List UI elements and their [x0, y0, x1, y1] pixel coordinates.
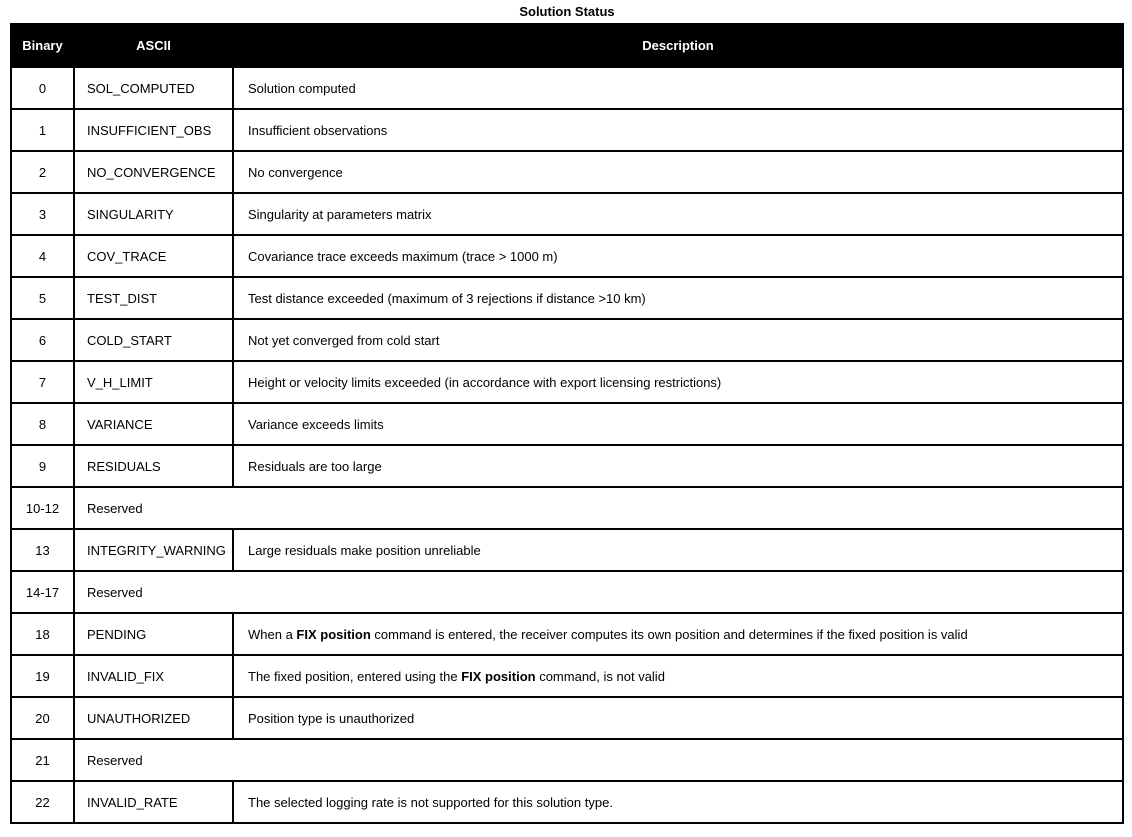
table-row	[11, 697, 1123, 739]
description-cell: Singularity at parameters matrix	[233, 193, 1123, 235]
description-cell: No convergence	[233, 151, 1123, 193]
description-cell: The fixed position, entered using the FIX position command, is not valid	[233, 655, 1123, 697]
page-title: Solution Status	[519, 4, 615, 19]
description-cell: When a FIX position command is entered, the receiver computes its own position and determines if the fixed position is valid	[233, 613, 1123, 655]
description-cell: Variance exceeds limits	[233, 403, 1123, 445]
ascii-cell: INSUFFICIENT_OBS	[74, 109, 233, 151]
description-cell: Position type is unauthorized	[233, 697, 1123, 739]
table-row	[11, 319, 1123, 361]
table-row	[11, 235, 1123, 277]
col-header-description: Description	[233, 24, 1123, 67]
col-header-binary: Binary	[11, 24, 74, 67]
ascii-cell: SINGULARITY	[74, 193, 233, 235]
description-cell: Insufficient observations	[233, 109, 1123, 151]
binary-cell: 6	[11, 319, 74, 361]
binary-cell: 1	[11, 109, 74, 151]
binary-cell: 13	[11, 529, 74, 571]
table-row	[11, 739, 1123, 781]
description-cell: The selected logging rate is not supported for this solution type.	[233, 781, 1123, 823]
table-row	[11, 403, 1123, 445]
description-cell: Residuals are too large	[233, 445, 1123, 487]
ascii-cell: INVALID_FIX	[74, 655, 233, 697]
ascii-cell: UNAUTHORIZED	[74, 697, 233, 739]
table-row	[11, 571, 1123, 613]
description-cell: Solution computed	[233, 67, 1123, 109]
description-cell: Covariance trace exceeds maximum (trace > 1000 m)	[233, 235, 1123, 277]
binary-cell: 2	[11, 151, 74, 193]
binary-cell: 22	[11, 781, 74, 823]
table-row	[11, 445, 1123, 487]
binary-cell: 14-17	[11, 571, 74, 613]
ascii-cell: VARIANCE	[74, 403, 233, 445]
col-header-ascii: ASCII	[74, 24, 233, 67]
binary-cell: 20	[11, 697, 74, 739]
table-row	[11, 361, 1123, 403]
binary-cell: 10-12	[11, 487, 74, 529]
ascii-cell: SOL_COMPUTED	[74, 67, 233, 109]
ascii-cell: TEST_DIST	[74, 277, 233, 319]
table-row	[11, 613, 1123, 655]
table-body	[11, 67, 1123, 823]
binary-cell: 7	[11, 361, 74, 403]
ascii-cell: COLD_START	[74, 319, 233, 361]
ascii-cell: INTEGRITY_WARNING	[74, 529, 233, 571]
table-row	[11, 487, 1123, 529]
table-row	[11, 529, 1123, 571]
ascii-cell: PENDING	[74, 613, 233, 655]
description-cell: Height or velocity limits exceeded (in accordance with export licensing restrictions)	[233, 361, 1123, 403]
description-cell: Large residuals make position unreliable	[233, 529, 1123, 571]
binary-cell: 9	[11, 445, 74, 487]
solution-status-table	[10, 23, 1124, 824]
binary-cell: 4	[11, 235, 74, 277]
table-row	[11, 151, 1123, 193]
description-cell: Test distance exceeded (maximum of 3 rejections if distance >10 km)	[233, 277, 1123, 319]
reserved-cell: Reserved	[74, 739, 1123, 781]
description-cell: Not yet converged from cold start	[233, 319, 1123, 361]
table-row	[11, 193, 1123, 235]
table-row	[11, 655, 1123, 697]
binary-cell: 0	[11, 67, 74, 109]
ascii-cell: NO_CONVERGENCE	[74, 151, 233, 193]
binary-cell: 18	[11, 613, 74, 655]
ascii-cell: INVALID_RATE	[74, 781, 233, 823]
table-row	[11, 781, 1123, 823]
header-row	[11, 24, 1123, 67]
binary-cell: 21	[11, 739, 74, 781]
binary-cell: 19	[11, 655, 74, 697]
table-row	[11, 109, 1123, 151]
table-row	[11, 67, 1123, 109]
table-row	[11, 277, 1123, 319]
binary-cell: 5	[11, 277, 74, 319]
ascii-cell: COV_TRACE	[74, 235, 233, 277]
binary-cell: 3	[11, 193, 74, 235]
ascii-cell: RESIDUALS	[74, 445, 233, 487]
reserved-cell: Reserved	[74, 571, 1123, 613]
ascii-cell: V_H_LIMIT	[74, 361, 233, 403]
binary-cell: 8	[11, 403, 74, 445]
reserved-cell: Reserved	[74, 487, 1123, 529]
